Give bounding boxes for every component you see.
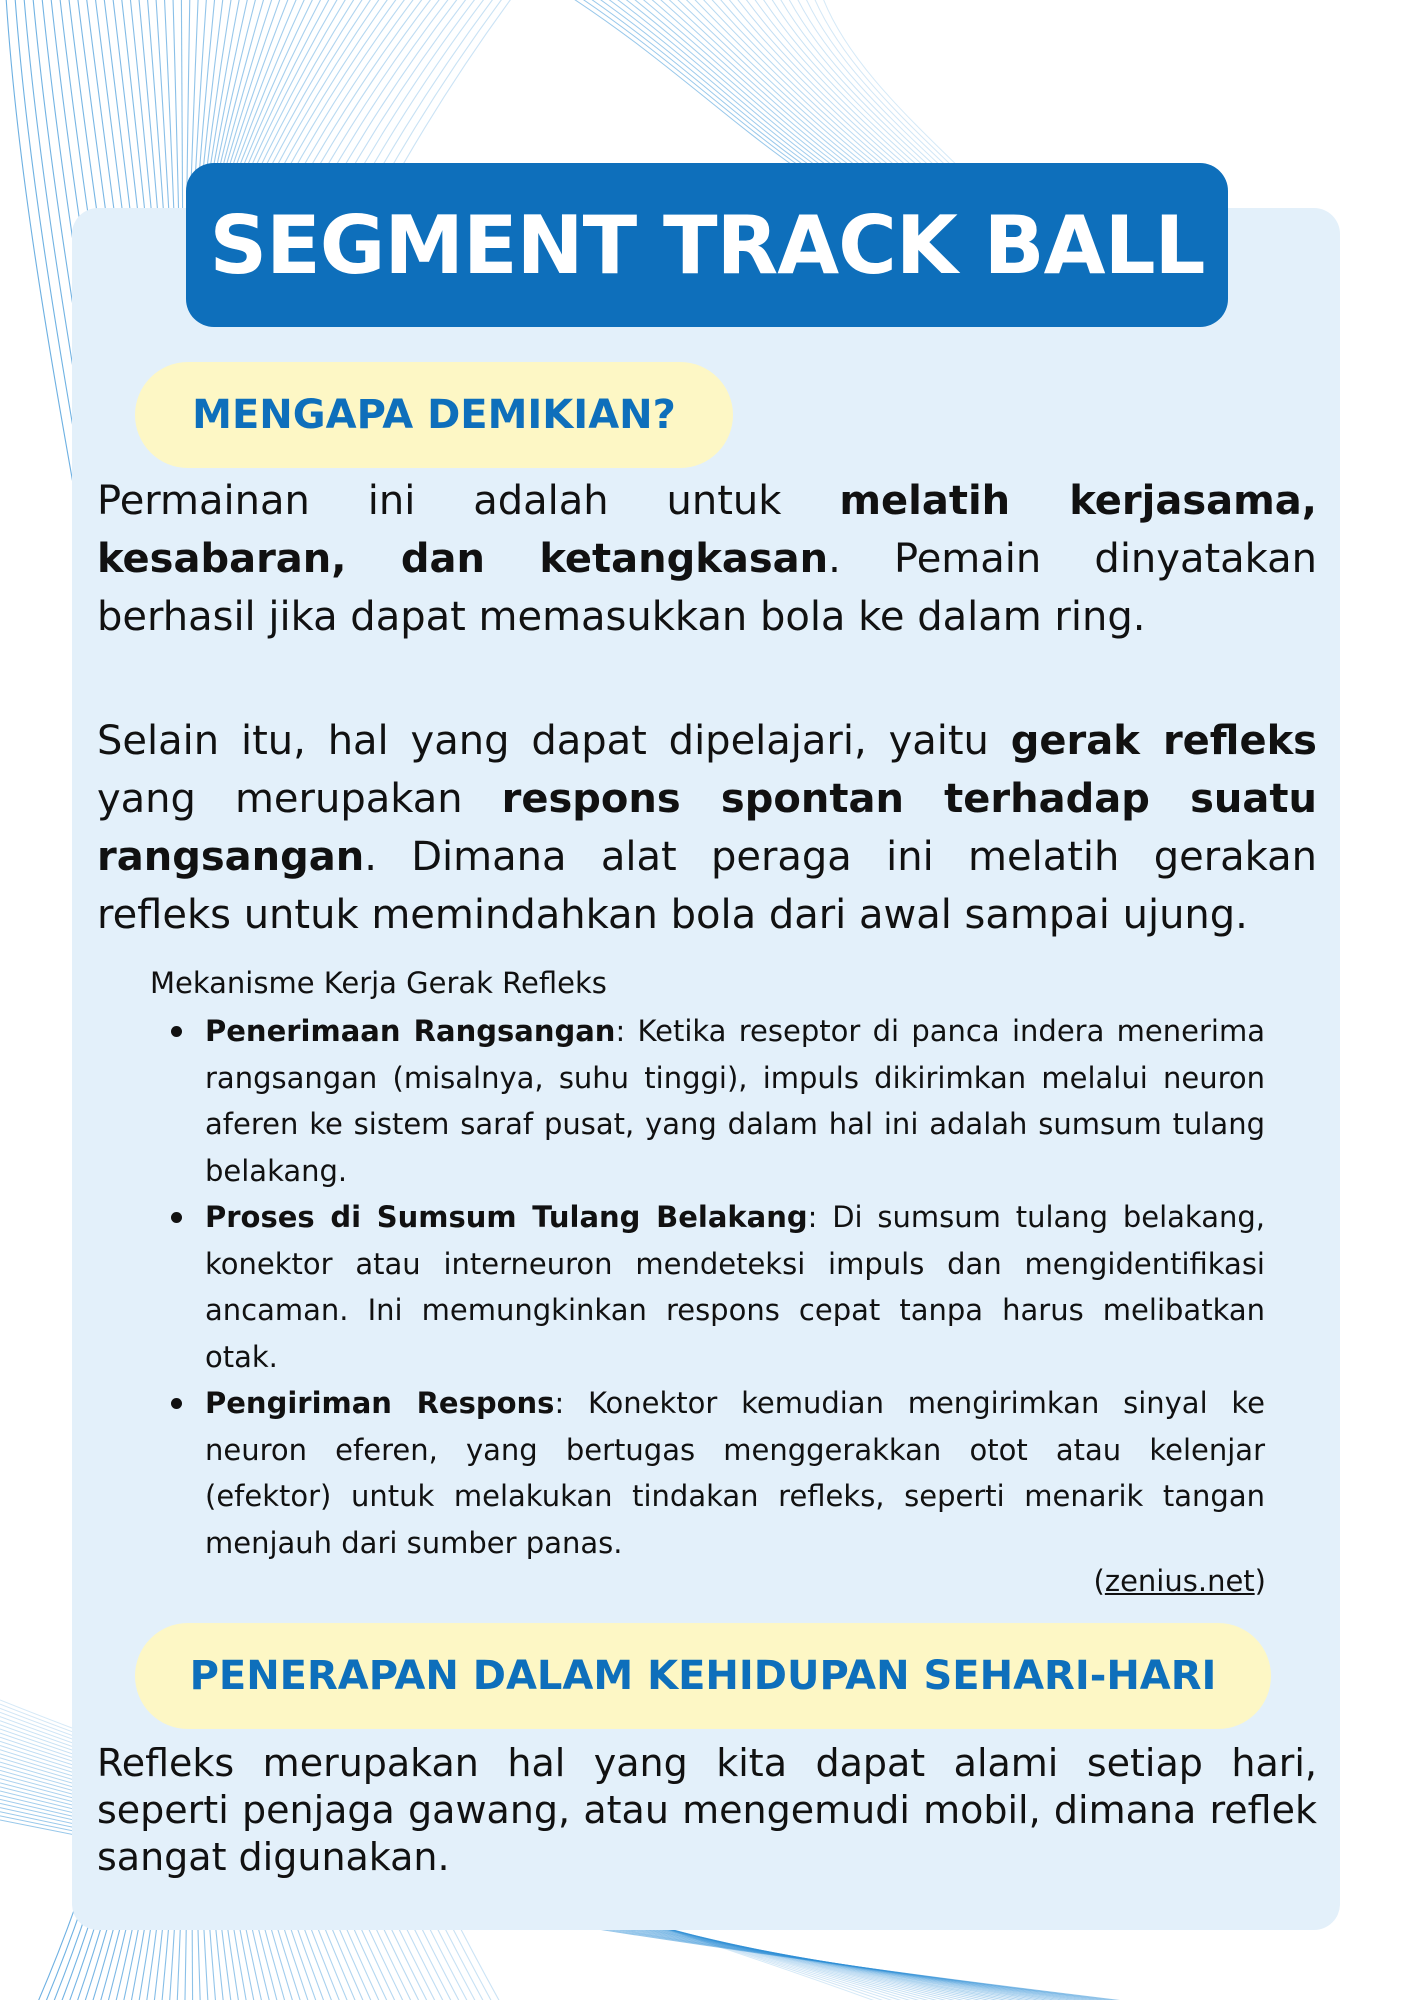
text-run: . Dimana alat peraga ini melatih gerakan refleks untuk memindahkan bola dari awal sampai ujung.: [97, 834, 1317, 938]
section-heading-mengapa: MENGAPA DEMIKIAN?: [135, 362, 733, 468]
text-run: . Pemain dinyatakan berhasil jika dapat memasukkan bola ke dalam ring.: [97, 536, 1317, 640]
reflex-paragraph: [97, 712, 1317, 944]
bullet-icon: [171, 1026, 182, 1037]
intro-paragraph: [97, 472, 1317, 646]
list-item: [205, 1008, 1265, 1194]
page-title: SEGMENT TRACK BALL: [209, 198, 1205, 292]
mechanism-desc: : Konektor kemudian mengirimkan sinyal ke neuron eferen, yang bertugas menggerakkan otot atau kelenjar (efektor) untuk melakukan tindakan refleks, seperti menarik tangan menjauh dari sumber panas.: [205, 1386, 1265, 1560]
bold-text-run: respons spontan terhadap suatu rangsangan: [97, 776, 1317, 880]
bullet-icon: [171, 1212, 182, 1223]
mechanism-desc: : Di sumsum tulang belakang, konektor atau interneuron mendeteksi impuls dan mengidentifikasi ancaman. Ini memungkinkan respons cepat tanpa harus melibatkan otak.: [205, 1200, 1265, 1374]
section-heading-penerapan: PENERAPAN DALAM KEHIDUPAN SEHARI-HARI: [135, 1623, 1271, 1729]
list-item: [205, 1194, 1265, 1380]
mechanism-term: Penerimaan Rangsangan: [205, 1014, 616, 1048]
text-run: yang merupakan: [97, 776, 502, 822]
bullet-icon: [171, 1398, 182, 1409]
paren: ): [1254, 1564, 1266, 1598]
source-citation: [1094, 1564, 1266, 1598]
mechanism-term: Pengiriman Respons: [205, 1386, 555, 1420]
text-run: Selain itu, hal yang dapat dipelajari, yaitu: [97, 718, 1011, 764]
mechanism-desc: : Ketika reseptor di panca indera menerima rangsangan (misalnya, suhu tinggi), impuls dikirimkan melalui neuron aferen ke sistem saraf pusat, yang dalam hal ini adalah sumsum tulang belakang.: [205, 1014, 1265, 1188]
bold-text-run: gerak refleks: [1010, 718, 1317, 764]
source-link[interactable]: zenius.net: [1104, 1564, 1255, 1598]
list-item: [205, 1380, 1265, 1566]
text-run: Permainan ini adalah untuk: [97, 478, 840, 524]
application-paragraph: Refleks merupakan hal yang kita dapat alami setiap hari, seperti penjaga gawang, atau mengemudi mobil, dimana reflek sangat digunakan.: [97, 1741, 1317, 1879]
bold-text-run: melatih kerjasama, kesabaran, dan ketangkasan: [97, 478, 1317, 582]
title-banner: [186, 163, 1228, 327]
mechanism-list: [205, 1008, 1265, 1566]
paren: (: [1093, 1564, 1105, 1598]
mechanism-term: Proses di Sumsum Tulang Belakang: [205, 1200, 808, 1234]
mechanism-title: Mekanisme Kerja Gerak Refleks: [150, 966, 607, 1000]
